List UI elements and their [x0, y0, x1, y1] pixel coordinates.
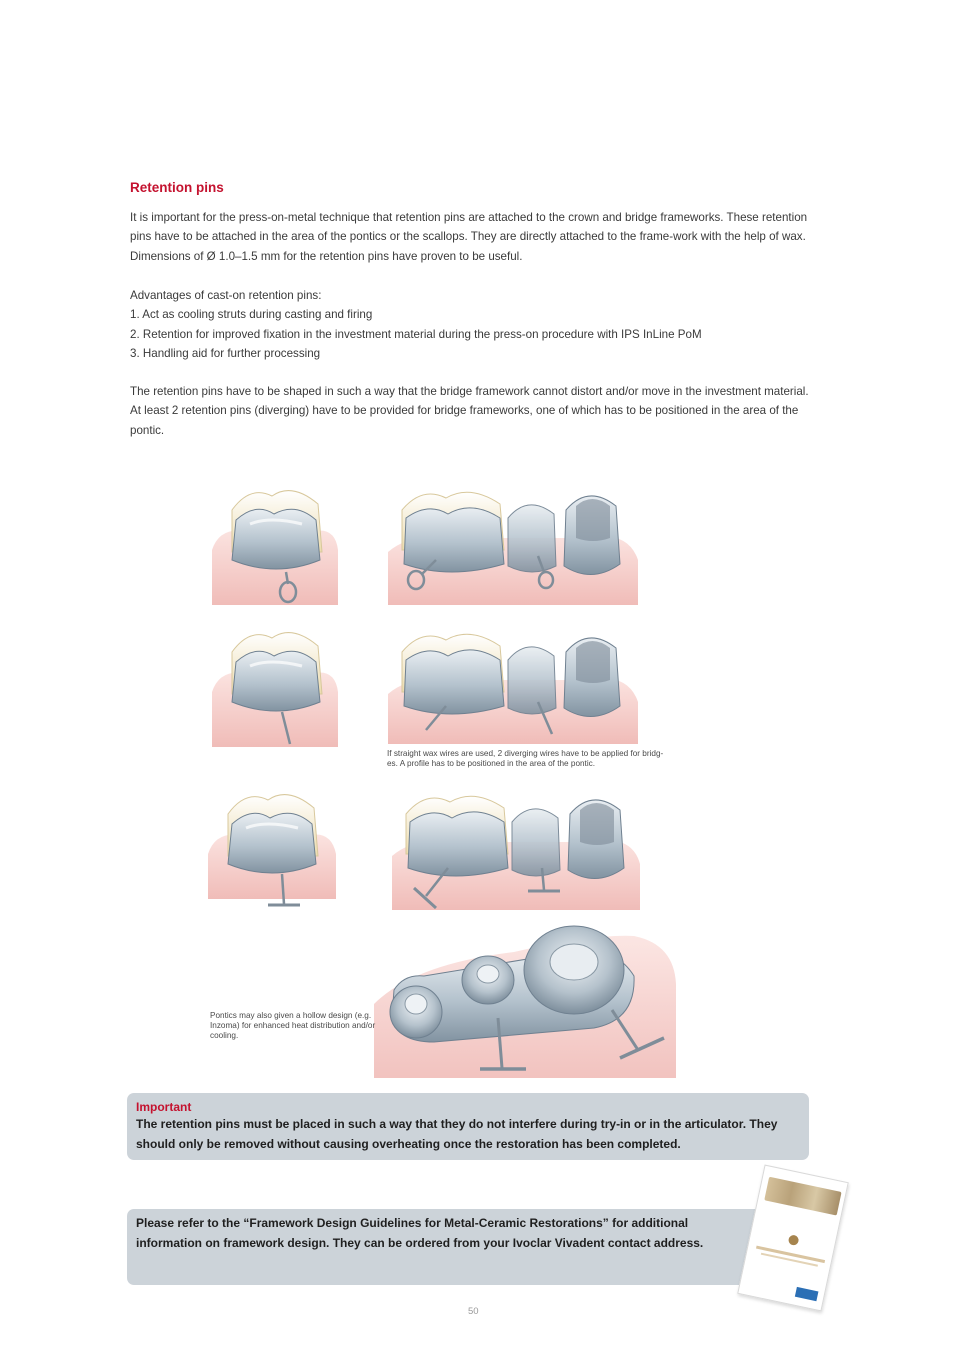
section-heading: Retention pins [130, 180, 224, 195]
hollow-pontic-framework-illustration [374, 924, 676, 1078]
bridge-straight-pins-illustration [388, 622, 640, 746]
single-crown-straight-pin-illustration [210, 622, 340, 752]
single-crown-profile-pin-illustration [206, 784, 340, 910]
advantage-item: 3. Handling aid for further processing [130, 346, 321, 360]
bridge-profile-pins-illustration [392, 784, 642, 914]
caption-straight-wires: If straight wax wires are used, 2 diverging wires have to be applied for bridg-es. A profile has to be positioned in the area of the pontic. [387, 749, 664, 768]
advantages-block [130, 286, 810, 363]
bridge-loop-pins-illustration [388, 480, 640, 610]
advantages-intro: Advantages of cast-on retention pins: [130, 289, 322, 302]
intro-paragraph: It is important for the press-on-metal technique that retention pins are attached to the crown and bridge frameworks. These retention pins have to be attached in the area of the pontics or the scallops. They are directly attached to the frame-work with the help of wax. Dimensions of Ø 1.0–1.5 mm for the retention pins have proven to be useful. [130, 211, 808, 263]
booklet-cover-photo [764, 1177, 841, 1216]
important-note-text: The retention pins must be placed in such a way that they do not interfere during try-in or in the articulator. They should only be removed without causing overheating once the restoration has been completed. [136, 1117, 778, 1151]
important-note-box [127, 1093, 809, 1160]
caption-hollow-pontic: Pontics may also given a hollow design (e.g. Inzoma) for enhanced heat distribution and/or cooling. [210, 1011, 376, 1040]
reference-note-text: Please refer to the “Framework Design Guidelines for Metal-Ceramic Restorations” for additional information on framework design. They can be ordered from your Ivoclar Vivadent contact address. [136, 1216, 704, 1250]
advantage-item: 1. Act as cooling struts during casting and firing [130, 308, 373, 322]
guidelines-booklet-cover-image [737, 1165, 849, 1312]
reference-note-box [127, 1209, 809, 1285]
booklet-logo [795, 1287, 819, 1301]
page-number: 50 [468, 1306, 479, 1317]
important-note-title: Important [136, 1100, 192, 1114]
single-crown-loop-pin-illustration [210, 480, 340, 610]
booklet-emblem-icon [788, 1234, 800, 1246]
shaping-paragraph: The retention pins have to be shaped in such a way that the bridge framework cannot distort and/or move in the investment material. At least 2 retention pins (diverging) have to be provided for bridge frameworks, one of which has to be positioned in the area of the pontic. [130, 385, 809, 437]
advantage-item: 2. Retention for improved fixation in the investment material during the press-on procedure with IPS InLine PoM [130, 327, 702, 341]
